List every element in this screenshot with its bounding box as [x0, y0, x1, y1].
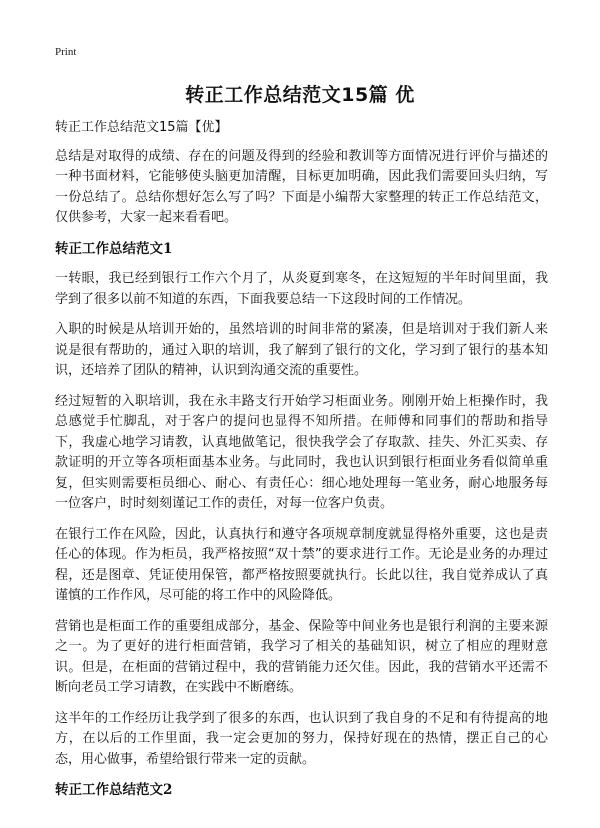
- body-paragraph: 在银行工作在风险，因此，认真执行和遵守各项规章制度就显得格外重要，这也是责任心的体现。作为柜员，我严格按照“双十禁”的要求进行工作。无论是业务的办理过程，还是图章、凭证使用保管，都严格按照要就执行。长此以往，我自觉养成认了真谨慎的工作作风，尽可能的将工作中的风险降低。: [55, 526, 548, 603]
- print-label: Print: [55, 46, 77, 58]
- body-paragraph: 经过短暂的入职培训，我在永丰路支行开始学习柜面业务。刚刚开始上柜操作时，我总感觉手忙脚乱，对于客户的提问也显得不知所措。在师傅和同事们的帮助和指导下，我虚心地学习请教，认真地做笔记，很快我学会了存取款、挂失、外汇买卖、存款证明的开立等各项柜面基本业务。与此同时，我也认识到银行柜面业务看似简单重复，但实则需要柜员细心、耐心、有责任心：细心地处理每一笔业务，耐心地服务每一位客户，时时刻刻谨记工作的责任，对每一位客户负责。: [55, 393, 548, 511]
- document-subtitle: 转正工作总结范文15篇【优】: [55, 120, 228, 135]
- intro-paragraph: 总结是对取得的成绩、存在的问题及得到的经验和教训等方面情况进行评价与描述的一种书面材料，它能够使头脑更加清醒，目标更加明确，因此我们需要回头归纳，写一份总结了。总结你想好怎么写了吗？下面是小编帮大家整理的转正工作总结范文，仅供参考，大家一起来看看吧。: [55, 148, 548, 225]
- body-paragraph: 这半年的工作经历让我学到了很多的东西，也认识到了我自身的不足和有待提高的地方，在以后的工作里面，我一定会更加的努力，保持好现在的热情，摆正自己的心态，用心做事，希望给银行带来一定的贡献。: [55, 710, 548, 767]
- section-heading-2: 转正工作总结范文2: [55, 782, 173, 798]
- body-paragraph: 入职的时候是从培训开始的，虽然培训的时间非常的紧凑，但是培训对于我们新人来说是很有帮助的，通过入职的培训，我了解到了银行的文化，学习到了银行的基本知识，还培养了团队的精神，认识到沟通交流的重要性。: [55, 322, 548, 378]
- document-body: [55, 118, 548, 811]
- body-paragraph: 营销也是柜面工作的重要组成部分，基金、保险等中间业务也是银行利润的主要来源之一。为了更好的进行柜面营销，我学习了相关的基础知识，树立了相应的理财意识。但是，在柜面的营销过程中，我的营销能力还欠佳。因此，我的营销水平还需不断向老员工学习请教，在实践中不断磨练。: [55, 618, 548, 695]
- document-title: 转正工作总结范文15篇 优: [185, 84, 415, 106]
- section-heading-1: 转正工作总结范文1: [55, 240, 173, 257]
- body-paragraph: 一转眼，我已经到银行工作六个月了，从炎夏到寒冬，在这短短的半年时间里面，我学到了很多以前不知道的东西，下面我要总结一下这段时间的工作情况。: [55, 271, 548, 307]
